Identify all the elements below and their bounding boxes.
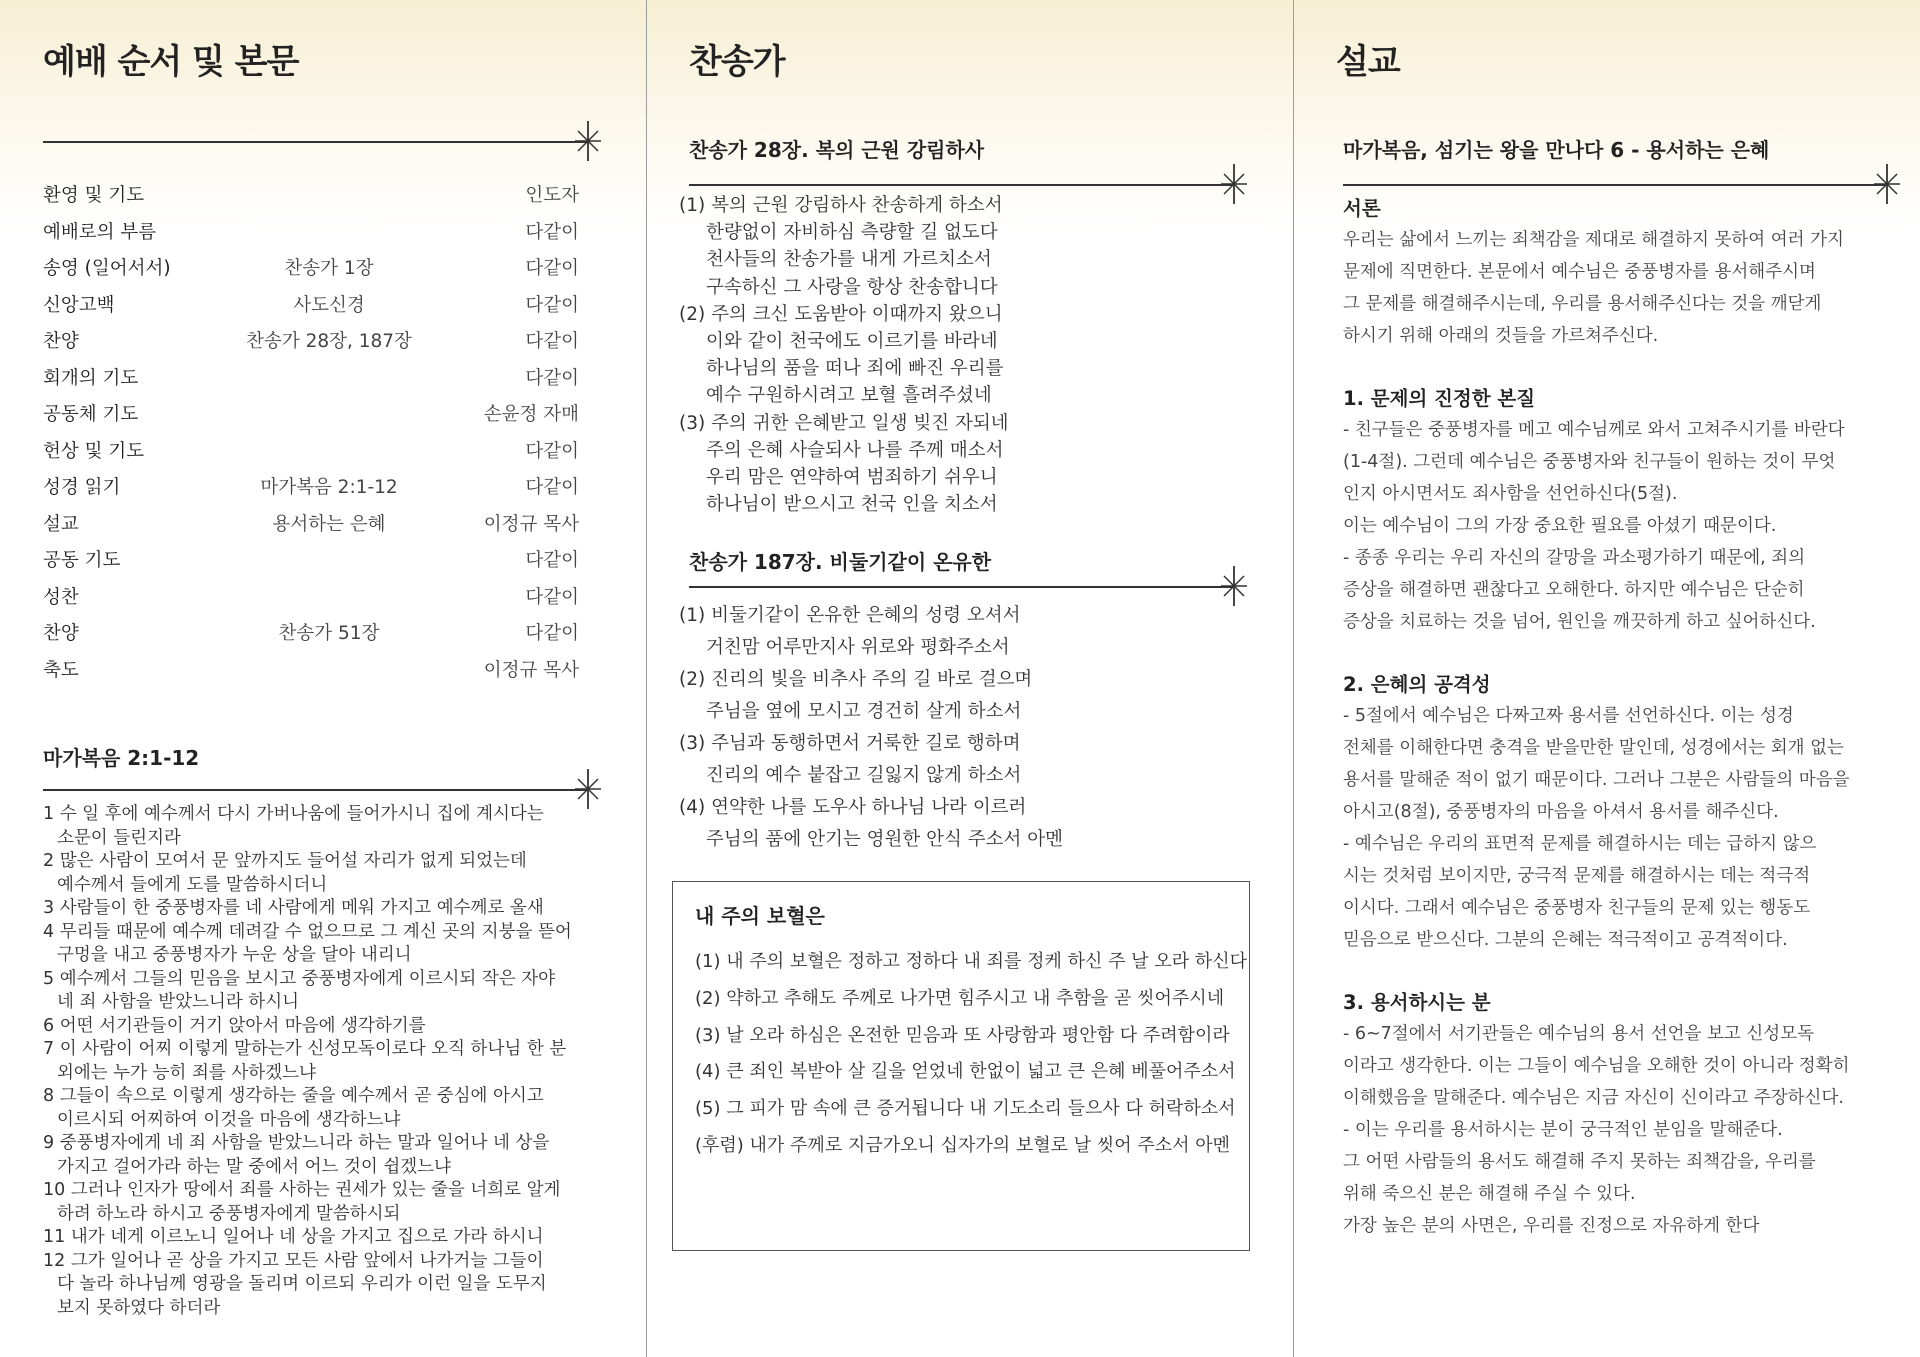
hymn-lyric-line: 거친맘 어루만지사 위로와 평화주소서 xyxy=(706,637,1010,658)
order-item-name: 송영 (일어서서) xyxy=(43,258,171,279)
order-item-name: 성찬 xyxy=(43,586,79,608)
worship-order-list xyxy=(43,177,579,688)
scripture-verse-line: 하려 하노라 하시고 중풍병자에게 말씀하시되 xyxy=(57,1203,401,1224)
sermon-column-title: 설교 xyxy=(1336,42,1400,82)
scripture-verse-line: 구멍을 내고 중풍병자가 누운 상을 달아 내리니 xyxy=(57,945,412,965)
scripture-verse-line: 4 무리들 때문에 예수께 데려갈 수 없으므로 그 계신 곳의 지붕을 뜯어 xyxy=(43,921,572,942)
order-item-leader: 인도자 xyxy=(525,185,579,206)
hymn-lyric-line: 이와 같이 천국에도 이르기를 바라네 xyxy=(706,331,998,353)
scripture-verse-line: 가지고 걸어가라 하는 말 중에서 어느 것이 쉽겠느냐 xyxy=(57,1156,451,1177)
order-row xyxy=(43,506,579,543)
order-item-leader: 다같이 xyxy=(525,331,579,352)
scripture-verse-line: 외에는 누가 능히 죄를 사하겠느냐 xyxy=(57,1062,316,1083)
sermon-text-line: - 친구들은 중풍병자를 메고 예수님께로 와서 고쳐주시기를 바란다 xyxy=(1343,420,1845,440)
hymn-lyric-line: 구속하신 그 사랑을 항상 찬송합니다 xyxy=(706,276,998,298)
hymn-lyric-line: 하나님의 품을 떠나 죄에 빠진 우리를 xyxy=(706,358,1004,380)
order-row xyxy=(43,579,579,616)
order-item-name: 성경 읽기 xyxy=(43,477,121,498)
hymn-lyric-line: 주님의 품에 안기는 영원한 안식 주소서 아멘 xyxy=(706,829,1063,850)
sermon-text-line: 이라고 생각한다. 이는 그들이 예수님을 오해한 것이 아니라 정확히 xyxy=(1343,1056,1850,1076)
order-row xyxy=(43,287,579,324)
order-row xyxy=(43,214,579,251)
order-item-leader: 다같이 xyxy=(525,550,579,571)
hymn-lyric-line: (2) 주의 크신 도움받아 이때까지 왔으니 xyxy=(679,303,1003,325)
sermon-text-line: 문제에 직면한다. 본문에서 예수님은 중풍병자를 용서해주시며 xyxy=(1343,262,1816,282)
scripture-verse-line: 10 그러나 인자가 땅에서 죄를 사하는 권세가 있는 줄을 너희로 알게 xyxy=(43,1180,561,1200)
scripture-verse-line: 8 그들이 속으로 이렇게 생각하는 줄을 예수께서 곧 중심에 아시고 xyxy=(43,1086,544,1106)
order-item-name: 공동체 기도 xyxy=(43,404,139,425)
sermon-text-line: 증상을 해결하면 괜찮다고 오해한다. 하지만 예수님은 단순히 xyxy=(1343,580,1805,600)
sermon-text-line: 용서를 말해준 적이 없기 때문이다. 그러나 그분은 사람들의 마음을 xyxy=(1343,770,1850,790)
sermon-text-line: 우리는 삶에서 느끼는 죄책감을 제대로 해결하지 못하여 여러 가지 xyxy=(1343,230,1844,250)
scripture-verse-line: 2 많은 사람이 모여서 문 앞까지도 들어설 자리가 없게 되었는데 xyxy=(43,851,527,871)
order-item-name: 공동 기도 xyxy=(43,550,121,571)
sermon-text-line: 그 문제를 해결해주시는데, 우리를 용서해주신다는 것을 깨닫게 xyxy=(1343,294,1822,314)
order-row xyxy=(43,360,579,397)
scripture-verse-line: 7 이 사람이 어찌 이렇게 말하는가 신성모독이로다 오직 하나님 한 분 xyxy=(43,1039,567,1059)
order-item-detail: 찬송가 51장 xyxy=(278,623,380,644)
order-item-leader: 다같이 xyxy=(525,258,579,279)
sermon-column xyxy=(1293,0,1920,1357)
hymn-box-line: (2) 약하고 추해도 주께로 나가면 힘주시고 내 추함을 곧 씻어주시네 xyxy=(695,987,1225,1009)
hymn-lyric-line: 주님을 옆에 모시고 경건히 살게 하소서 xyxy=(706,701,1022,722)
scripture-verse-line: 12 그가 일어나 곧 상을 가지고 모든 사람 앞에서 나가거늘 그들이 xyxy=(43,1250,544,1271)
sermon-text-line: 전체를 이해한다면 충격을 받을만한 말인데, 성경에서는 회개 없는 xyxy=(1343,738,1844,758)
hymn-column-title: 찬송가 xyxy=(689,42,785,82)
scripture-verse-line: 네 죄 사함을 받았느니라 하시니 xyxy=(57,992,300,1012)
sermon-text-line: - 예수님은 우리의 표면적 문제를 해결하시는 데는 급하지 않으 xyxy=(1343,834,1817,854)
order-item-name: 회개의 기도 xyxy=(43,367,139,389)
section-gap xyxy=(1343,638,1903,670)
hymn-lyric-line: (3) 주의 귀한 은혜받고 일생 빚진 자되네 xyxy=(679,412,1009,434)
hymn-lyric-line: (4) 연약한 나를 도우사 하나님 나라 이르러 xyxy=(679,797,1027,818)
order-row xyxy=(43,250,579,287)
sermon-section-heading: 2. 은혜의 공격성 xyxy=(1343,673,1491,696)
order-row xyxy=(43,323,579,360)
order-row xyxy=(43,469,579,506)
sermon-text-line: (1-4절). 그런데 예수님은 중풍병자와 친구들이 원하는 것이 무엇 xyxy=(1343,452,1836,472)
order-row xyxy=(43,177,579,214)
hymn-lyric-line: (3) 주님과 동행하면서 거룩한 길로 행하며 xyxy=(679,733,1021,754)
order-item-leader: 다같이 xyxy=(525,221,579,243)
hymn-28-title: 찬송가 28장. 복의 근원 강림하사 xyxy=(689,138,985,162)
order-row xyxy=(43,542,579,579)
order-item-name: 헌상 및 기도 xyxy=(43,440,145,462)
worship-order-divider xyxy=(43,121,604,161)
sermon-section-heading: 서론 xyxy=(1343,197,1381,220)
sermon-section-heading: 1. 문제의 진정한 본질 xyxy=(1343,387,1536,410)
hymn-lyric-line: 주의 은혜 사슬되사 나를 주께 매소서 xyxy=(706,439,1004,461)
hymn-box-line: (1) 내 주의 보혈은 정하고 정하다 내 죄를 정케 하신 주 날 오라 하신다 xyxy=(695,951,1247,972)
order-row xyxy=(43,615,579,652)
hymn-lyric-line: 예수 구원하시려고 보혈 흘려주셨네 xyxy=(706,385,992,407)
order-item-leader: 이정규 목사 xyxy=(483,659,579,681)
hymn-lyric-line: (1) 비둘기같이 온유한 은혜의 성령 오셔서 xyxy=(679,605,1021,626)
hymn-box-line: (4) 큰 죄인 복받아 살 길을 얻었네 한없이 넓고 큰 은혜 베풀어주소서 xyxy=(695,1061,1236,1083)
order-item-leader: 다같이 xyxy=(525,586,579,608)
hymn-187-title: 찬송가 187장. 비둘기같이 온유한 xyxy=(689,550,992,574)
sermon-text-line: 이해했음을 말해준다. 예수님은 지금 자신이 신이라고 주장하신다. xyxy=(1343,1088,1844,1108)
order-item-leader: 다같이 xyxy=(525,477,579,498)
hymn-box-line: (3) 날 오라 하심은 온전한 믿음과 또 사랑함과 평안함 다 주려함이라 xyxy=(695,1024,1230,1046)
sermon-text-line: 믿음으로 받으신다. 그분의 은혜는 적극적이고 공격적이다. xyxy=(1343,930,1788,950)
order-item-leader: 다같이 xyxy=(525,294,579,316)
hymn-28-lyrics xyxy=(679,192,1269,518)
scripture-verse-line: 예수께서 들에게 도를 말씀하시더니 xyxy=(57,874,328,895)
order-item-detail: 찬송가 1장 xyxy=(284,258,374,279)
sermon-text-line: 가장 높은 분의 사면은, 우리를 진정으로 자유하게 한다 xyxy=(1343,1216,1760,1236)
order-row xyxy=(43,396,579,433)
hymn-box-lyrics xyxy=(695,944,1245,1165)
order-item-name: 신앙고백 xyxy=(43,294,115,316)
order-item-leader: 손윤정 자매 xyxy=(483,404,579,425)
sermon-text-line: 위해 죽으신 분은 해결해 주실 수 있다. xyxy=(1343,1184,1636,1204)
order-item-leader: 이정규 목사 xyxy=(483,513,579,535)
worship-order-column xyxy=(0,0,646,1357)
scripture-verse-line: 3 사람들이 한 중풍병자를 네 사람에게 메워 가지고 예수께로 올새 xyxy=(43,898,544,918)
sermon-text-line: 이는 예수님이 그의 가장 중요한 필요를 아셨기 때문이다. xyxy=(1343,516,1777,536)
sparkle-icon xyxy=(572,121,604,161)
scripture-verse-line: 보지 못하였다 하더라 xyxy=(57,1297,221,1318)
order-item-name: 환영 및 기도 xyxy=(43,185,145,206)
order-item-detail: 용서하는 은혜 xyxy=(272,513,386,535)
sermon-text-line: - 종종 우리는 우리 자신의 갈망을 과소평가하기 때문에, 죄의 xyxy=(1343,548,1806,568)
hymn-lyric-line: 한량없이 자비하심 측량할 길 없도다 xyxy=(706,222,998,244)
hymn-box-line: (5) 그 피가 맘 속에 큰 증거됩니다 내 기도소리 들으사 다 허락하소서 xyxy=(695,1098,1236,1120)
order-item-leader: 다같이 xyxy=(525,367,579,389)
hymn-box-line: (후렴) 내가 주께로 지금가오니 십자가의 보혈로 날 씻어 주소서 아멘 xyxy=(695,1134,1231,1156)
scripture-verse-line: 1 수 일 후에 예수께서 다시 가버나움에 들어가시니 집에 계시다는 xyxy=(43,804,544,824)
scripture-title: 마가복음 2:1-12 xyxy=(43,746,200,770)
hymn-box-title: 내 주의 보혈은 xyxy=(695,904,825,928)
scripture-verse-line: 5 예수께서 그들의 믿음을 보시고 중풍병자에게 이르시되 작은 자야 xyxy=(43,968,556,989)
sermon-text-line: - 이는 우리를 용서하시는 분이 궁극적인 분임을 말해준다. xyxy=(1343,1120,1783,1140)
order-row xyxy=(43,433,579,470)
scripture-verse-line: 11 내가 네게 이르노니 일어나 네 상을 가지고 집으로 가라 하시니 xyxy=(43,1227,544,1247)
hymn-lyric-line: 하나님이 받으시고 천국 인을 치소서 xyxy=(706,494,998,516)
scripture-verse-line: 9 중풍병자에게 네 죄 사함을 받았느니라 하는 말과 일어나 네 상을 xyxy=(43,1133,550,1153)
hymn-box xyxy=(672,881,1250,1251)
scripture-verses xyxy=(43,803,618,1320)
order-item-leader: 다같이 xyxy=(525,623,579,644)
order-item-name: 설교 xyxy=(43,513,79,535)
order-row xyxy=(43,652,579,689)
sermon-text-line: 아시고(8절), 중풍병자의 마음을 아셔서 용서를 해주신다. xyxy=(1343,802,1779,822)
hymn-lyric-line: 진리의 예수 붙잡고 길잃지 않게 하소서 xyxy=(706,765,1022,786)
sermon-section-heading: 3. 용서하시는 분 xyxy=(1343,991,1491,1014)
order-item-name: 축도 xyxy=(43,659,79,681)
sermon-title: 마가복음, 섬기는 왕을 만나다 6 - 용서하는 은혜 xyxy=(1343,138,1770,162)
order-item-detail: 사도신경 xyxy=(293,294,365,316)
sermon-text-line: 하시기 위해 아래의 것들을 가르쳐주신다. xyxy=(1343,326,1659,346)
order-item-detail: 찬송가 28장, 187장 xyxy=(246,331,412,352)
hymn-column xyxy=(646,0,1293,1357)
order-item-name: 찬양 xyxy=(43,623,79,644)
sermon-text-line: 인지 아시면서도 죄사함을 선언하신다(5절). xyxy=(1343,484,1678,504)
scripture-verse-line: 다 놀라 하나님께 영광을 돌리며 이르되 우리가 이런 일을 도무지 xyxy=(57,1274,547,1294)
sermon-text-line: - 5절에서 예수님은 다짜고짜 용서를 선언하신다. 이는 성경 xyxy=(1343,706,1794,726)
order-item-name: 찬양 xyxy=(43,331,79,352)
sermon-text-line: 증상을 치료하는 것을 넘어, 원인을 깨끗하게 하고 싶어하신다. xyxy=(1343,612,1816,632)
sermon-text-line: - 6~7절에서 서기관들은 예수님의 용서 선언을 보고 신성모독 xyxy=(1343,1024,1814,1044)
order-item-name: 예배로의 부름 xyxy=(43,221,157,243)
scripture-verse-line: 6 어떤 서기관들이 거기 앉아서 마음에 생각하기를 xyxy=(43,1015,426,1036)
worship-order-title: 예배 순서 및 본문 xyxy=(43,42,299,82)
order-item-leader: 다같이 xyxy=(525,440,579,462)
hymn-lyric-line: 우리 맘은 연약하여 범죄하기 쉬우니 xyxy=(706,467,998,489)
sermon-text-line: 이시다. 그래서 예수님은 중풍병자 친구들의 문제 있는 행동도 xyxy=(1343,898,1811,918)
scripture-verse-line: 소문이 들린지라 xyxy=(57,827,181,848)
sermon-text-line: 시는 것처럼 보이지만, 궁극적 문제를 해결하시는 데는 적극적 xyxy=(1343,866,1811,886)
sermon-text-line: 그 어떤 사람들의 용서도 해결해 주지 못하는 죄책감을, 우리를 xyxy=(1343,1152,1816,1172)
section-gap xyxy=(1343,352,1903,384)
hymn-lyric-line: (1) 복의 근원 강림하사 찬송하게 하소서 xyxy=(679,195,1003,216)
sermon-body xyxy=(1343,194,1903,1242)
section-gap xyxy=(1343,956,1903,988)
hymn-lyric-line: (2) 진리의 빛을 비추사 주의 길 바로 걸으며 xyxy=(679,669,1033,690)
hymn-187-lyrics xyxy=(679,600,1269,856)
scripture-verse-line: 이르시되 어찌하여 이것을 마음에 생각하느냐 xyxy=(57,1109,401,1130)
hymn-lyric-line: 천사들의 찬송가를 내게 가르치소서 xyxy=(706,249,992,271)
order-item-detail: 마가복음 2:1-12 xyxy=(260,477,398,498)
